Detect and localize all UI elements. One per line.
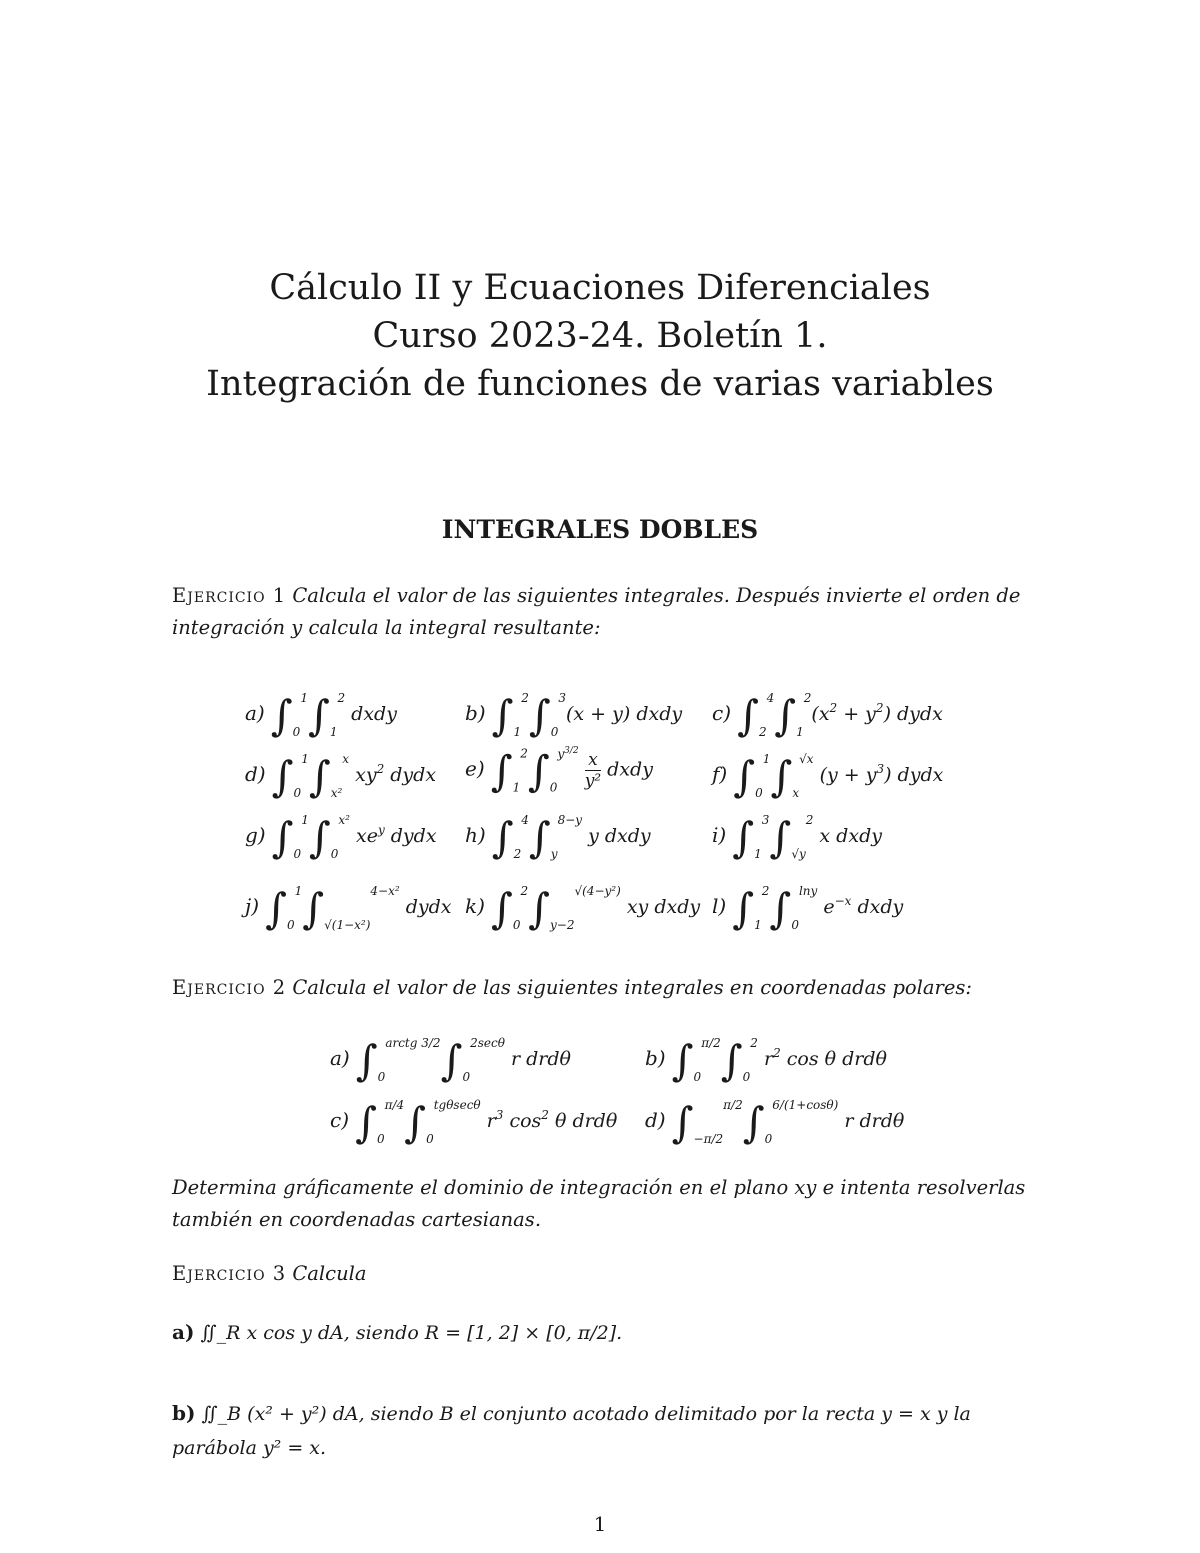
exercise-1-statement [172, 580, 1032, 644]
section-title: INTEGRALES DOBLES [441, 515, 759, 544]
exercise-3-statement [172, 1258, 1032, 1290]
ex2-item-d: d) $\int_{-\pi/2}^{\pi/2}\int_0^{6/(1+cos\theta)}$ r drdθ [645, 1098, 905, 1147]
ex1-item-f: f) $\int_0^1\int_x^{√x}$ $(y + y^3)$ dydx [712, 752, 944, 801]
exercise-1-head: Ejercicio 1 [172, 584, 287, 607]
exercise-3-text: Calcula [292, 1262, 367, 1285]
exercise-2-text: Calcula el valor de las siguientes integrales en coordenadas polares: [292, 976, 972, 999]
ex2-item-c: c) $\int_0^{\pi/4}\int_0^{tg\theta sec\theta}$ $r^3$ $\cos^2 \theta$ drdθ [330, 1098, 618, 1147]
exercise-2-statement [172, 972, 1032, 1004]
ex1-item-a: a) $\int_0^1\int_1^2$ dxdy [245, 691, 397, 740]
ex1-item-k: k) $\int_0^2\int_{y-2}^{√(4-y^2)}$ xy dxdy [465, 884, 701, 933]
ex1-item-g: g) $\int_0^1\int_0^{x^2}$ $xe^y$ dydx [245, 813, 437, 862]
exercise-2-head: Ejercicio 2 [172, 976, 287, 999]
page-number: 1 [593, 1512, 607, 1536]
ex1-item-l: l) $\int_1^2\int_0^{lny}$ $e^{-x}$ dxdy [712, 884, 904, 933]
ex1-item-j: j) $\int_0^1\int_{√(1-x^2)}^{4-x^2}$ dydx [245, 884, 452, 933]
ex1-item-c: c) $\int_2^4\int_1^2(x^2 + y^2)$ dydx [712, 691, 943, 740]
exercise-2-note: Determina gráficamente el dominio de integración en el plano xy e intenta resolverlas también en coordenadas cartesianas. [172, 1176, 1026, 1231]
exercise-3-head: Ejercicio 3 [172, 1262, 287, 1285]
ex2-item-b: b) $\int_0^{\pi/2}\int_0^2$ $r^2$ cos θ drdθ [645, 1036, 887, 1085]
ex1-item-h: h) $\int_2^4\int_y^{8-y}$ y dxdy [465, 813, 651, 862]
ex3-item-a: a) ∬_R x cos y dA, siendo R = [1, 2] × [0, π/2]. [172, 1320, 623, 1344]
ex1-item-e: e) $\int_1^2\int_0^{y^{3/2}}$ $\frac{x}{\text{y²}}$ dxdy [465, 745, 653, 796]
doc-title-line1: Cálculo II y Ecuaciones Diferenciales [269, 268, 931, 308]
ex1-item-b: b) $\int_1^2\int_0^3(x + y)$ dxdy [465, 691, 683, 740]
ex2-item-a: a) $\int_0^{arctg 3/2}\int_0^{2sec\theta}$ r drdθ [330, 1036, 571, 1085]
doc-title-line2: Curso 2023-24. Boletín 1. [372, 316, 828, 356]
ex1-item-i: i) $\int_1^3\int_{√y}^2$ x dxdy [712, 813, 882, 862]
ex3-item-b: b) ∬_B (x² + y²) dA, siendo B el conjunto acotado delimitado por la recta y = x y la parábola y² = x. [172, 1401, 971, 1459]
doc-title-line3: Integración de funciones de varias variables [206, 364, 994, 404]
exercise-1-text: Calcula el valor de las siguientes integrales. Después invierte el orden de integración y calcula la integral resultante: [172, 584, 1021, 639]
ex1-item-d: d) $\int_0^1\int_{x^2}^x$ $xy^2$ dydx [245, 752, 437, 801]
